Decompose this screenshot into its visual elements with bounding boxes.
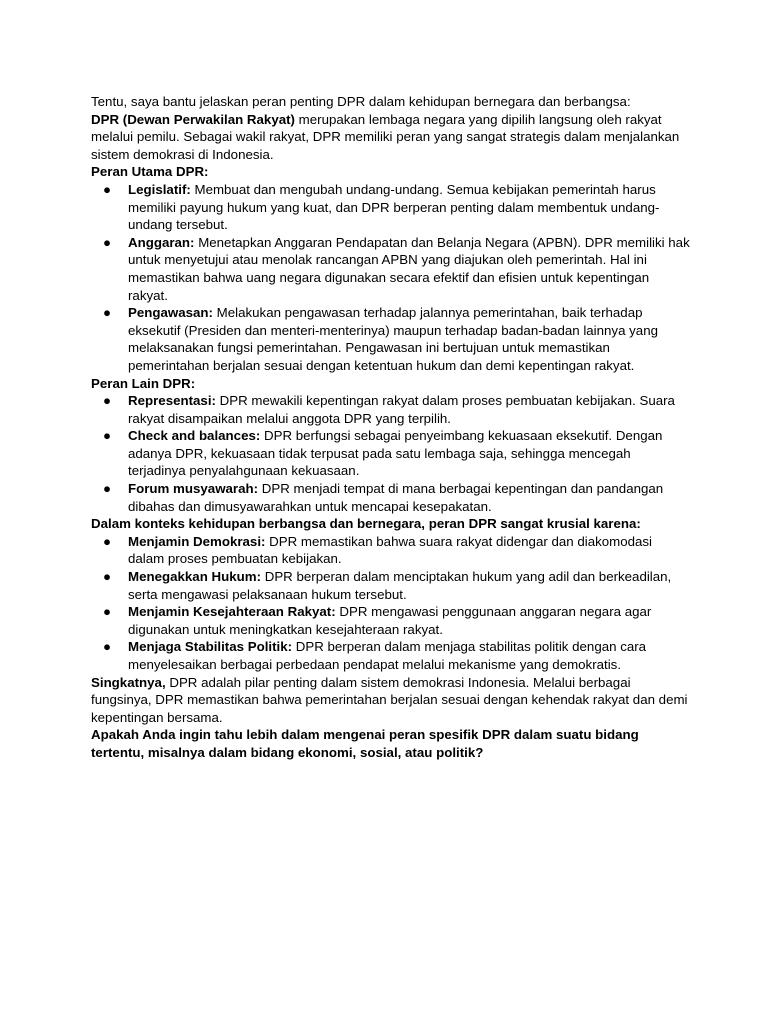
context-heading: Dalam konteks kehidupan berbangsa dan bernegara, peran DPR sangat krusial karena: (91, 516, 641, 532)
list-item-text: DPR berperan dalam menciptakan hukum yang adil dan berkeadilan, serta mengawasi pelaksanaan hukum tersebut. (128, 569, 672, 602)
list-item-text: Melakukan pengawasan terhadap jalannya pemerintahan, baik terhadap eksekutif (Presiden dan menteri-menterinya) maupun terhadap badan-badan lainnya yang melaksanakan fungsi pemerintahan. Pengawasan ini bertujuan untuk memastikan pemerintahan berjalan sesuai dengan ketentuan hukum dan demi kepentingan rakyat. (128, 305, 658, 373)
summary-paragraph (91, 674, 691, 727)
list-item-term: Pengawasan: (128, 305, 213, 321)
list-item-term: Menjamin Kesejahteraan Rakyat: (128, 604, 336, 620)
bullet-icon: ● (103, 393, 112, 409)
bullet-icon: ● (103, 569, 112, 585)
closing-question: Apakah Anda ingin tahu lebih dalam mengenai peran spesifik DPR dalam suatu bidang tertentu, misalnya dalam bidang ekonomi, sosial, atau politik? (91, 727, 639, 760)
other-roles-heading: Peran Lain DPR: (91, 375, 196, 391)
list-item (91, 304, 691, 374)
list-item (91, 392, 691, 427)
list-item-term: Menjamin Demokrasi: (128, 533, 266, 549)
definition-term: DPR (Dewan Perwakilan Rakyat) (91, 111, 295, 127)
list-item-term: Menegakkan Hukum: (128, 569, 262, 585)
list-item-text: DPR berperan dalam menjaga stabilitas politik dengan cara menyelesaikan berbagai perbedaan pendapat melalui mekanisme yang demokratis. (128, 639, 647, 672)
list-item (91, 181, 691, 234)
main-roles-list (91, 181, 691, 375)
bullet-icon: ● (103, 234, 112, 250)
definition-paragraph (91, 111, 691, 164)
summary-term: Singkatnya, (91, 674, 166, 690)
bullet-icon: ● (103, 639, 112, 655)
summary-text: DPR adalah pilar penting dalam sistem demokrasi Indonesia. Melalui berbagai fungsinya, DPR memastikan bahwa pemerintahan berjalan sesuai dengan kehendak rakyat dan demi kepentingan bersama. (91, 674, 688, 725)
list-item-term: Check and balances: (128, 428, 261, 444)
list-item-text: Membuat dan mengubah undang-undang. Semua kebijakan pemerintah harus memiliki payung hukum yang kuat, dan DPR berperan penting dalam membentuk undang-undang tersebut. (128, 181, 660, 233)
list-item-text: DPR menjadi tempat di mana berbagai kepentingan dan pandangan dibahas dan dimusyawarahkan untuk mencapai kesepakatan. (128, 481, 664, 514)
bullet-icon: ● (103, 604, 112, 620)
list-item (91, 533, 691, 568)
context-list (91, 533, 691, 674)
intro-paragraph: Tentu, saya bantu jelaskan peran penting DPR dalam kehidupan bernegara dan berbangsa: (91, 94, 631, 109)
list-item-term: Menjaga Stabilitas Politik: (128, 639, 293, 655)
document-page (91, 93, 691, 762)
bullet-icon: ● (103, 481, 112, 497)
list-item (91, 480, 691, 515)
list-item-text: DPR mewakili kepentingan rakyat dalam proses pembuatan kebijakan. Suara rakyat disampaikan melalui anggota DPR yang terpilih. (128, 393, 675, 426)
list-item-text: Menetapkan Anggaran Pendapatan dan Belanja Negara (APBN). DPR memiliki hak untuk menyetujui atau menolak rancangan APBN yang diajukan oleh pemerintah. Hal ini memastikan bahwa uang negara digunakan secara efektif dan efisien untuk kepentingan rakyat. (128, 234, 690, 303)
list-item (91, 568, 691, 603)
bullet-icon: ● (103, 181, 112, 197)
definition-text: merupakan lembaga negara yang dipilih langsung oleh rakyat melalui pemilu. Sebagai wakil rakyat, DPR memiliki peran yang sangat strategis dalam menjalankan sistem demokrasi di Indonesia. (91, 111, 680, 162)
list-item-text: DPR berfungsi sebagai penyeimbang kekuasaan eksekutif. Dengan adanya DPR, kekuasaan tidak terpusat pada satu lembaga saja, sehingga mencegah terjadinya penyalahgunaan kekuasaan. (128, 428, 663, 479)
list-item-term: Anggaran: (128, 234, 195, 250)
list-item (91, 638, 691, 673)
list-item (91, 234, 691, 304)
list-item-term: Legislatif: (128, 181, 191, 197)
list-item (91, 603, 691, 638)
other-roles-list (91, 392, 691, 515)
list-item-text: DPR memastikan bahwa suara rakyat didengar dan diakomodasi dalam proses pembuatan kebijakan. (128, 533, 653, 567)
list-item (91, 427, 691, 480)
bullet-icon: ● (103, 305, 112, 321)
list-item-text: DPR mengawasi penggunaan anggaran negara agar digunakan untuk meningkatkan kesejahteraan rakyat. (128, 604, 652, 637)
list-item-term: Forum musyawarah: (128, 481, 259, 497)
bullet-icon: ● (103, 533, 112, 549)
bullet-icon: ● (103, 428, 112, 444)
list-item-term: Representasi: (128, 393, 216, 409)
main-roles-heading: Peran Utama DPR: (91, 164, 209, 180)
